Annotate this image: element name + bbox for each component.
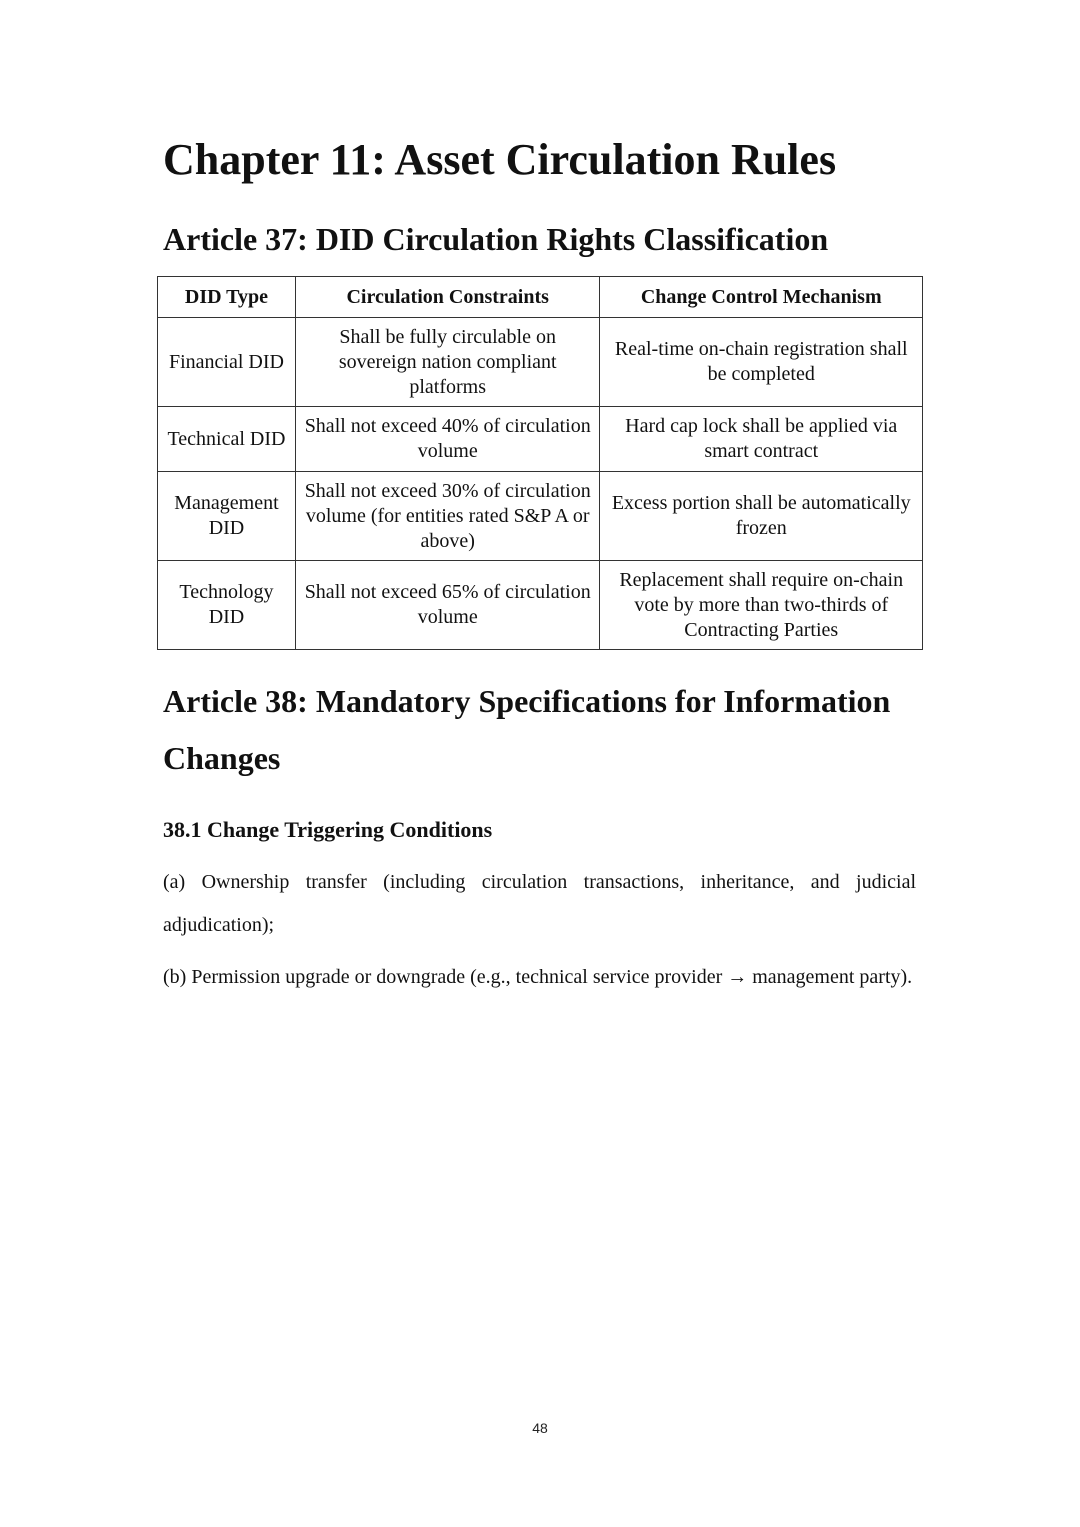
article-37-title: Article 37: DID Circulation Rights Classification xyxy=(163,221,829,257)
did-circulation-table xyxy=(157,276,923,650)
section-38-1-heading: 38.1 Change Triggering Conditions xyxy=(163,817,493,842)
table-row xyxy=(158,561,923,650)
cell-circulation-constraint: Shall not exceed 40% of circulation volume xyxy=(295,407,600,472)
table-row xyxy=(158,318,923,407)
cell-change-control: Excess portion shall be automatically frozen xyxy=(600,472,923,561)
cell-circulation-constraint: Shall not exceed 30% of circulation volume (for entities rated S&P A or above) xyxy=(295,472,600,561)
header-change-control-mechanism: Change Control Mechanism xyxy=(600,277,923,318)
cell-change-control: Real-time on-chain registration shall be completed xyxy=(600,318,923,407)
table-row xyxy=(158,407,923,472)
cell-change-control: Hard cap lock shall be applied via smart contract xyxy=(600,407,923,472)
condition-item-b: (b) Permission upgrade or downgrade (e.g., technical service provider → management party). xyxy=(163,966,913,988)
page-number: 48 xyxy=(532,1420,548,1436)
cell-did-type: Technology DID xyxy=(158,561,296,650)
table-row xyxy=(158,472,923,561)
cell-circulation-constraint: Shall be fully circulable on sovereign nation compliant platforms xyxy=(295,318,600,407)
cell-circulation-constraint: Shall not exceed 65% of circulation volume xyxy=(295,561,600,650)
cell-did-type: Financial DID xyxy=(158,318,296,407)
cell-did-type: Technical DID xyxy=(158,407,296,472)
header-circulation-constraints: Circulation Constraints xyxy=(295,277,600,318)
chapter-title: Chapter 11: Asset Circulation Rules xyxy=(163,135,837,184)
condition-item-a: (a) Ownership transfer (including circulation transactions, inheritance, and judicial adjudication); xyxy=(163,871,916,936)
cell-change-control: Replacement shall require on-chain vote by more than two-thirds of Contracting Parties xyxy=(600,561,923,650)
article-38-title: Article 38: Mandatory Specifications for Information Changes xyxy=(163,683,891,776)
header-did-type: DID Type xyxy=(158,277,296,318)
cell-did-type: Management DID xyxy=(158,472,296,561)
table-header-row xyxy=(158,277,923,318)
